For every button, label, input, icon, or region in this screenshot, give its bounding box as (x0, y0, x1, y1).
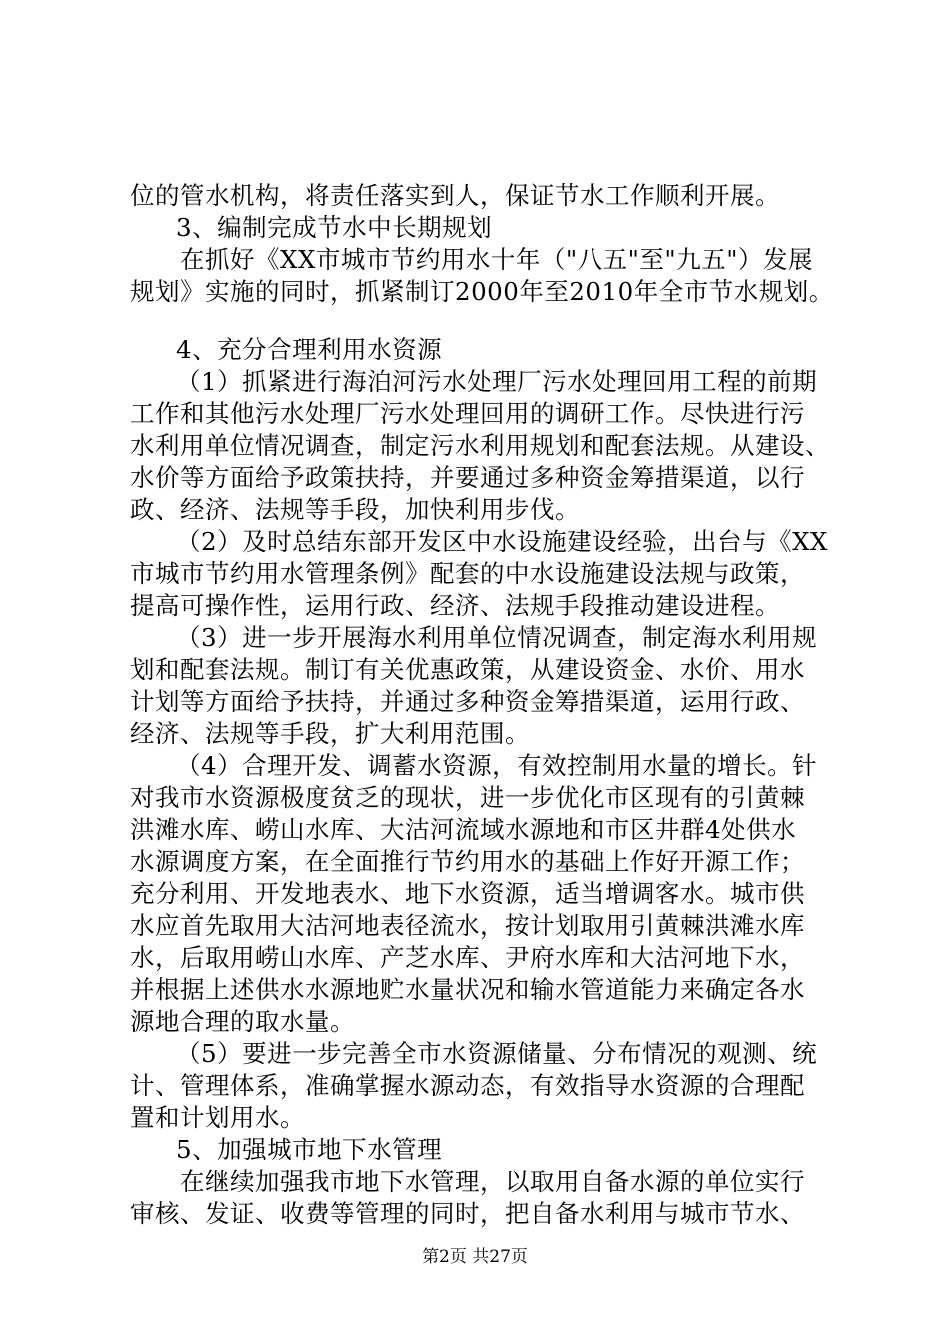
body-line: 水源调度方案，在全面推行节约用水的基础上作好开源工作； (130, 847, 805, 876)
body-line: 划和配套法规。制订有关优惠政策，从建设资金、水价、用水 (130, 655, 805, 684)
body-line: （4）合理开发、调蓄水资源，有效控制用水量的增长。针 (176, 751, 818, 780)
body-line: 水，后取用崂山水库、产芝水库、尹府水库和大沽河地下水， (130, 943, 805, 972)
body-line: 源地合理的取水量。 (130, 1007, 355, 1036)
body-line: 置和计划用水。 (130, 1103, 305, 1132)
body-line: （1）抓紧进行海泊河污水处理厂污水处理回用工程的前期 (176, 367, 818, 396)
body-line: 计划等方面给予扶持，并通过多种资金筹措渠道，运用行政、 (130, 687, 805, 716)
section-heading: 3、编制完成节水中长期规划 (176, 213, 493, 242)
body-line: 在继续加强我市地下水管理，以取用自备水源的单位实行 (180, 1167, 805, 1196)
body-line: （3）进一步开展海水利用单位情况调查，制定海水利用规 (176, 623, 818, 652)
page-footer: 第2页 共27页 (422, 1247, 528, 1267)
body-line: （5）要进一步完善全市水资源储量、分布情况的观测、统 (176, 1039, 818, 1068)
body-line: 政、经济、法规等手段，加快利用步伐。 (130, 495, 580, 524)
body-line: 规划》实施的同时，抓紧制订2000年至2010年全市节水规划。 (130, 277, 834, 306)
section-heading: 5、加强城市地下水管理 (176, 1135, 443, 1164)
body-line: 计、管理体系，准确掌握水源动态，有效指导水资源的合理配 (130, 1071, 805, 1100)
body-line: 在抓好《XX市城市节约用水十年（"八五"至"九五"）发展 (180, 245, 813, 274)
body-line: 水应首先取用大沽河地表径流水，按计划取用引黄棘洪滩水库 (130, 911, 805, 940)
body-line: （2）及时总结东部开发区中水设施建设经验，出台与《XX (176, 527, 828, 556)
body-line: 水利用单位情况调查，制定污水利用规划和配套法规。从建设、 (130, 431, 830, 460)
body-line: 水价等方面给予政策扶持，并要通过多种资金筹措渠道，以行 (130, 463, 805, 492)
body-line: 洪滩水库、崂山水库、大沽河流域水源地和市区井群4处供水 (130, 815, 797, 844)
section-heading: 4、充分合理利用水资源 (176, 335, 443, 364)
body-line: 审核、发证、收费等管理的同时，把自备水利用与城市节水、 (130, 1199, 805, 1228)
body-line: 对我市水资源极度贫乏的现状，进一步优化市区现有的引黄棘 (130, 783, 805, 812)
body-line: 提高可操作性，运用行政、经济、法规手段推动建设进程。 (130, 591, 780, 620)
body-line: 经济、法规等手段，扩大利用范围。 (130, 719, 530, 748)
body-line: 市城市节约用水管理条例》配套的中水设施建设法规与政策， (130, 559, 805, 588)
body-line: 位的管水机构，将责任落实到人，保证节水工作顺利开展。 (130, 181, 780, 210)
body-line: 工作和其他污水处理厂污水处理回用的调研工作。尽快进行污 (130, 399, 805, 428)
body-line: 并根据上述供水水源地贮水量状况和输水管道能力来确定各水 (130, 975, 805, 1004)
body-line: 充分利用、开发地表水、地下水资源，适当增调客水。城市供 (130, 879, 805, 908)
